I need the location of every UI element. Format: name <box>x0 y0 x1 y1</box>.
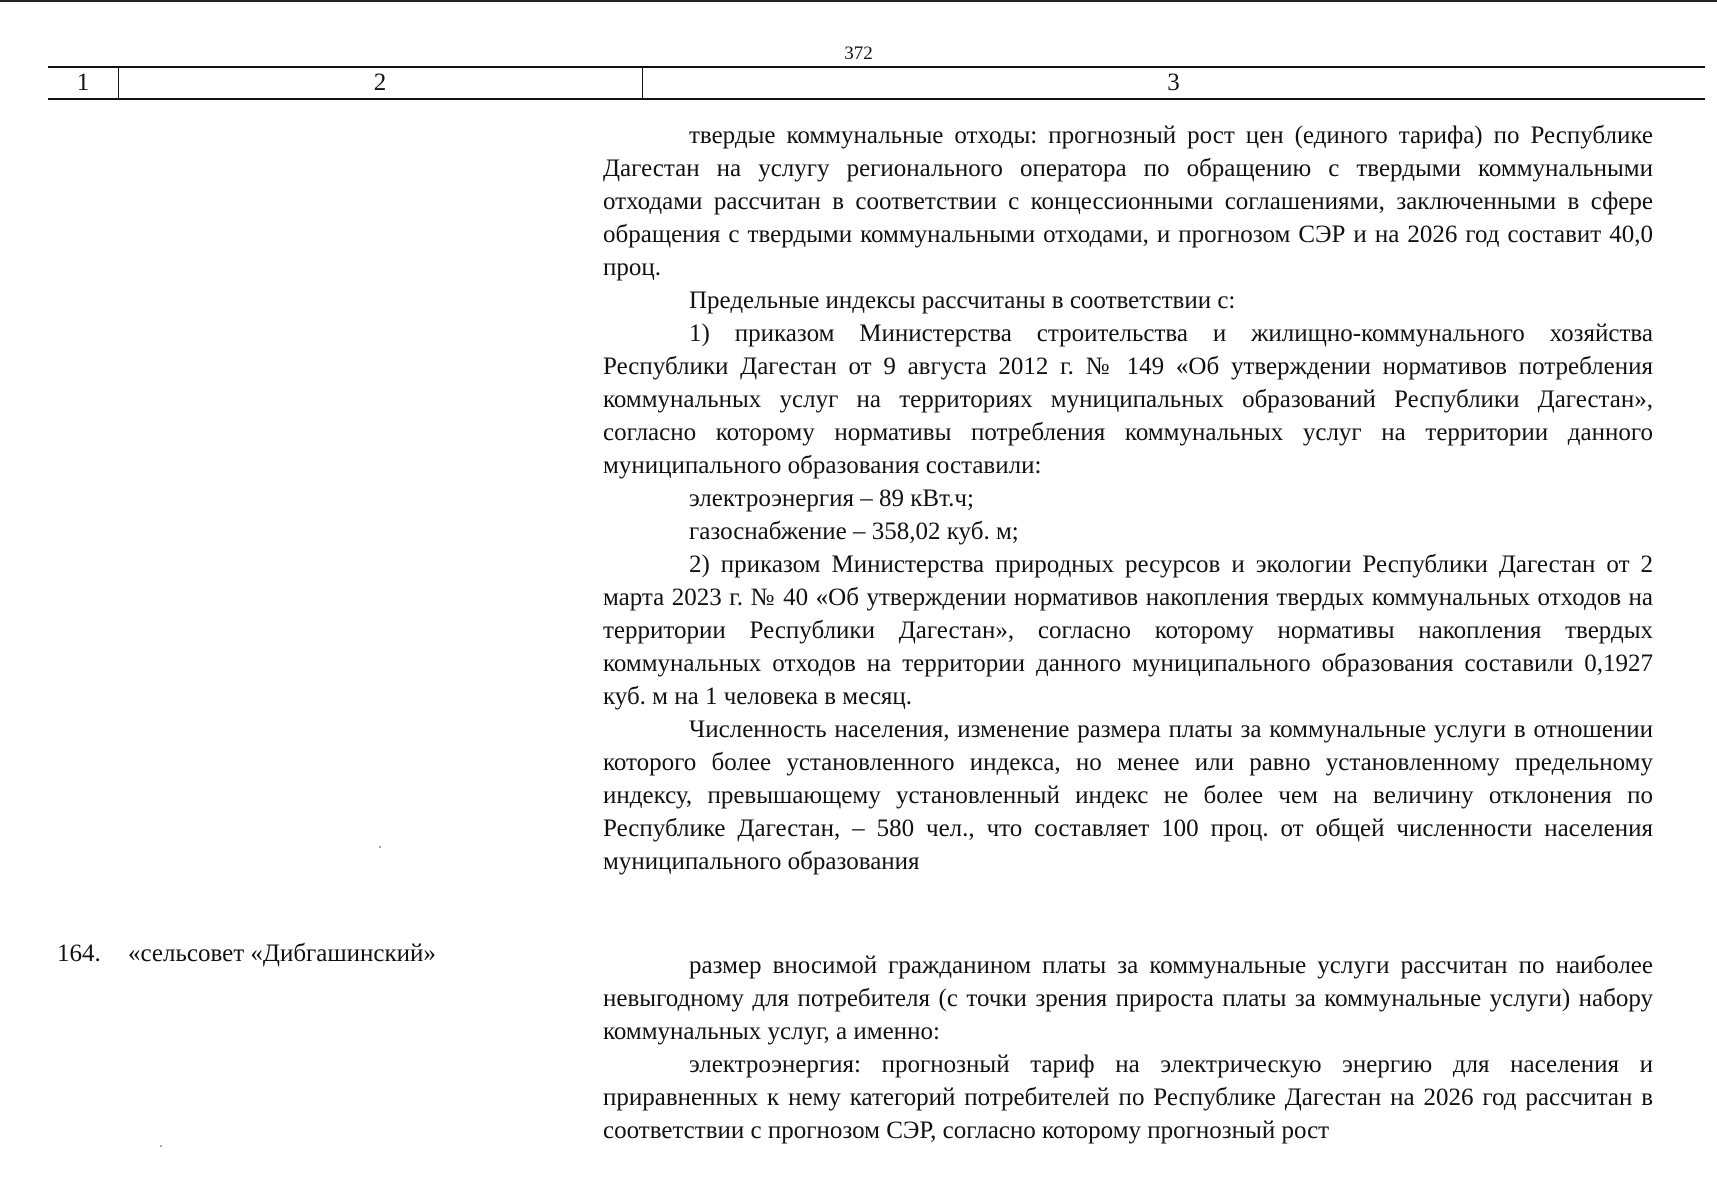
paragraph-indexes-intro: Предельные индексы рассчитаны в соответствии с: <box>689 287 1236 314</box>
paragraph-gas-norm: газоснабжение – 358,02 куб. м; <box>689 518 1019 545</box>
header-col-1: 1 <box>48 68 119 98</box>
header-col-2: 2 <box>118 68 643 98</box>
table-header-row <box>48 66 1705 100</box>
scan-speck <box>160 1145 162 1147</box>
page-number: 372 <box>844 43 873 64</box>
row-164-text <box>603 949 1653 1147</box>
scan-edge-line <box>0 0 1717 2</box>
paragraph-electricity-norm: электроэнергия – 89 кВт.ч; <box>689 485 974 512</box>
paragraph-payment-size: размер вносимой гражданином платы за коммунальные услуги рассчитан по наиболее невыгодному для потребителя (с точки зрения прироста платы за коммунальные услуги) набору коммунальных услуг, а именно: <box>603 952 1653 1045</box>
paragraph-population: Численность населения, изменение размера платы за коммунальные услуги в отношении которого более установленного индекса, но менее или равно установленному предельному индексу, превышающему установленный индекс не более чем на величину отклонения по Республике Дагестан, – 580 чел., что составляет 100 проц. от общей численности населения муниципального образования <box>603 716 1653 875</box>
scan-speck <box>379 846 381 848</box>
header-col-3: 3 <box>1167 69 1180 96</box>
paragraph-solid-waste: твердые коммунальные отходы: прогнозный рост цен (единого тарифа) по Республике Дагестан на услугу регионального оператора по обращению с твердыми коммунальными отходами рассчитан в соответствии с концессионными соглашениями, заключенными в сфере обращения с твердыми коммунальными отходами, и прогнозом СЭР и на 2026 год составит 40,0 проц. <box>603 122 1653 281</box>
municipality-name: «сельсовет «Дибгашинский» <box>128 940 436 967</box>
row-number: 164. <box>57 940 101 967</box>
paragraph-order-2: 2) приказом Министерства природных ресурсов и экологии Республики Дагестан от 2 марта 2023 г. № 40 «Об утверждении нормативов накопления твердых коммунальных отходов на территории Республики Дагестан», согласно которому нормативы накопления твердых коммунальных отходов на территории данного муниципального образования составили 0,1927 куб. м на 1 человека в месяц. <box>603 551 1653 710</box>
paragraph-order-1: 1) приказом Министерства строительства и жилищно-коммунального хозяйства Республики Дагестан от 9 августа 2012 г. № 149 «Об утверждении нормативов потребления коммунальных услуг на территориях муниципальных образований Республики Дагестан», согласно которому нормативы потребления коммунальных услуг на территории данного муниципального образования составили: <box>603 320 1653 479</box>
paragraph-electricity-tariff: электроэнергия: прогнозный тариф на электрическую энергию для населения и приравненных к нему категорий потребителей по Республике Дагестан на 2026 год рассчитан в соответствии с прогнозом СЭР, согласно которому прогнозный рост <box>603 1051 1653 1144</box>
continued-row-text <box>603 119 1653 878</box>
